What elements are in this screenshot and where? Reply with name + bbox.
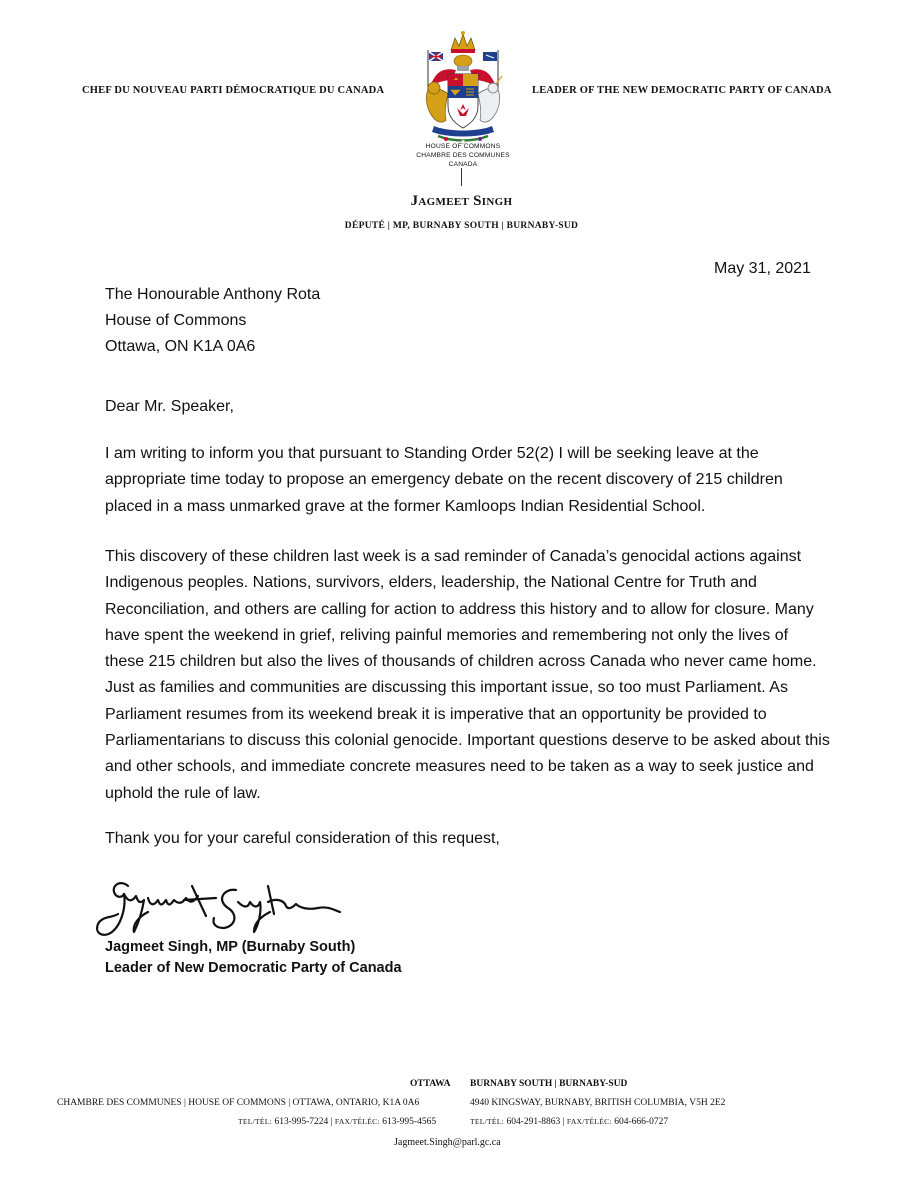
crown-icon (451, 31, 475, 53)
body-paragraph: This discovery of these children last week is a sad reminder of Canada’s genocidal actions against Indigenous peoples. Nations, survivors, elders, leadership, the National Centre for Truth and Reconciliation, and others are calling for action to address this history and to allow for closure. Many have spent the weekend in grief, reliving painful memories and remembering not only the lives of these 215 children but also the lives of thousands of children across Canada who never came home. Just as families and communities are discussing this important issue, so too must Parliament. As Parliament resumes from its weekend break it is imperative that an opportunity be provided to Parliamentarians to discuss this colonial genocide. Important questions deserve to be asked about this and other schools, and immediate concrete measures need to be taken as a way to seek justice and uphold the rule of law. (105, 548, 830, 802)
mp-name-text: Jagmeet Singh (410, 193, 513, 209)
footer-ottawa-address: CHAMBRE DES COMMUNES | HOUSE OF COMMONS | OTTAWA, ONTARIO, K1A 0A6 (57, 1098, 420, 1108)
tel-label: TEL/TÉL: (470, 1117, 505, 1126)
mp-role: DÉPUTÉ | MP, BURNABY SOUTH | BURNABY-SUD (344, 221, 579, 231)
footer-email[interactable]: Jagmeet.Singh@parl.gc.ca (394, 1137, 501, 1148)
riding-tel: 604-291-8863 (506, 1117, 561, 1127)
letter-date: May 31, 2021 (714, 260, 811, 277)
footer-ottawa-label: OTTAWA (410, 1079, 451, 1089)
recipient-address (105, 282, 320, 360)
fax-label: FAX/TÉLÉC: (566, 1117, 612, 1126)
signature-title: Leader of New Democratic Party of Canada (105, 960, 402, 976)
tel-label: TEL/TÉL: (238, 1117, 273, 1126)
ottawa-tel: 613-995-7224 (274, 1117, 329, 1127)
header-right-title: LEADER OF THE NEW DEMOCRATIC PARTY OF CANADA (532, 85, 832, 96)
header-divider (461, 168, 462, 186)
ottawa-fax: 613-995-4565 (382, 1117, 437, 1127)
crest-caption (400, 142, 526, 169)
crest-caption-line: CHAMBRE DES COMMUNES (416, 152, 510, 159)
riding-fax: 604-666-0727 (614, 1117, 669, 1127)
recipient-line: House of Commons (105, 312, 247, 329)
footer-riding-address: 4940 KINGSWAY, BURNABY, BRITISH COLUMBIA, V5H 2E2 (470, 1098, 726, 1108)
body-paragraph: I am writing to inform you that pursuant to Standing Order 52(2) I will be seeking leave at the appropriate time today to propose an emergency debate on the recent discovery of 215 children placed in a mass unmarked grave at the former Kamloops Indian Residential School. (105, 445, 783, 515)
crest-caption-line: CANADA (448, 161, 478, 168)
mp-name (0, 193, 923, 210)
coat-of-arms-icon (408, 28, 518, 146)
footer-ottawa-phones: TEL/TÉL: 613-995-7224 | FAX/TÉLÉC: 613-995-4565 (238, 1117, 437, 1127)
handwritten-signature (88, 872, 388, 944)
footer-riding-phones: TEL/TÉL: 604-291-8863 | FAX/TÉLÉC: 604-666-0727 (470, 1117, 669, 1127)
shield-icon (448, 74, 478, 128)
footer-riding-label: BURNABY SOUTH | BURNABY-SUD (470, 1079, 628, 1089)
recipient-line: The Honourable Anthony Rota (105, 286, 321, 303)
crest-caption-line: HOUSE OF COMMONS (425, 143, 501, 150)
salutation: Dear Mr. Speaker, (105, 398, 234, 415)
fax-label: FAX/TÉLÉC: (334, 1117, 380, 1126)
signature-name: Jagmeet Singh, MP (Burnaby South) (105, 939, 356, 955)
signature-block (105, 937, 402, 979)
header-left-title: CHEF DU NOUVEAU PARTI DÉMOCRATIQUE DU CANADA (82, 85, 385, 96)
closing-line: Thank you for your careful consideration of this request, (105, 830, 500, 847)
recipient-line: Ottawa, ON K1A 0A6 (105, 338, 256, 355)
